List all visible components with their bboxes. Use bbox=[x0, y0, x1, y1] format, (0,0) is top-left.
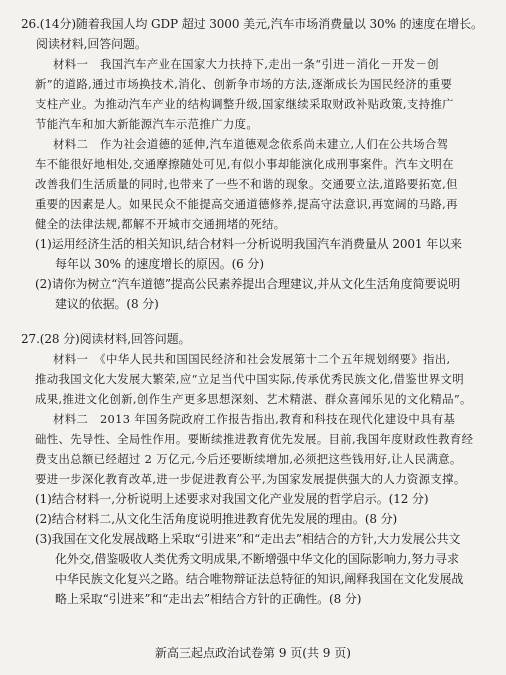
sub-question-line: (2)请你为树立“汽车道德”提高公民素养提出合理建议,并从文化生活角度简要说明 bbox=[35, 277, 461, 291]
sub-question-line: 化外交,借鉴吸收人类优秀文明成果,不断增强中华文化的国际影响力,努力寻求 bbox=[55, 552, 459, 566]
sub-question-line: 略上采取“引进来”和“走出去”相结合方针的正确性。(8 分) bbox=[55, 592, 362, 606]
material-line: 改善我们生活质量的同时,也带来了一些不和谐的现象。交通要立法,道路要拓宽,但 bbox=[35, 177, 458, 191]
sub-question-line: (1)运用经济生活的相关知识,结合材料一分析说明我国汽车消费量从 2001 年以来 bbox=[35, 237, 462, 251]
material-line: 费支出总额已经超过 2 万亿元,今后还要断续增加,必须把这些钱用好,让人民满意。 bbox=[35, 452, 462, 466]
material-line: 推动我国文化大发展大繁荣,应“立足当代中国实际,传承优秀民族文化,借鉴世界文明 bbox=[35, 372, 465, 386]
sub-question-line: 每年以 30% 的速度增长的原因。(6 分) bbox=[55, 257, 264, 271]
material-line: 材料一 我国汽车产业在国家大力扶持下,走出一条“引进－消化－开发－创 bbox=[53, 57, 439, 71]
material-line: 要进一步深化教育改革,进一步促进教育公平,为国家发展提供强大的人力资源支撑。 bbox=[35, 472, 466, 486]
material-line: 重要的因素是人。如果民众不能提高交通道德修养,提高守法意识,再宽阔的马路,再 bbox=[35, 197, 458, 211]
question-27-header: 27.(28 分)阅读材料,回答问题。 bbox=[21, 332, 191, 346]
question-26-header: 26.(14分)随着我国人均 GDP 超过 3000 美元,汽车市场消费量以 30% 的速度在增长。 bbox=[21, 17, 483, 31]
question-27-sub-1: (1)结合材料一,分析说明上述要求对我国文化产业发展的哲学启示。(12 分) bbox=[35, 492, 429, 506]
page-footer: 新高三起点政治试卷第 9 页(共 9 页) bbox=[155, 646, 351, 660]
material-line: 健全的法律法规,都解不开城市交通拥堵的死结。 bbox=[35, 217, 286, 231]
material-line: 新”的道路,通过市场换技术,消化、创新争市场的方法,逐渐成长为国民经济的重要 bbox=[35, 77, 453, 91]
material-line: 车不能很好地相处,交通摩擦随处可见,有似小事却能演化成刑事案件。汽车文明在 bbox=[35, 157, 454, 171]
material-line: 材料二 2013 年国务院政府工作报告指出,教育和科技在现代化建设中具有基 bbox=[53, 412, 456, 426]
sub-question-line: (3)我国在文化发展战略上采取“引进来”和“走出去”相结合的方针,大力发展公共文 bbox=[35, 532, 461, 546]
material-line: 节能汽车和加大新能源汽车示范推广力度。 bbox=[35, 117, 259, 131]
question-27-sub-2: (2)结合材料二,从文化生活角度说明推进教育优先发展的理由。(8 分) bbox=[35, 512, 398, 526]
material-line: 材料一 《中华人民共和国国民经济和社会发展第十二个五年规划纲要》指出, bbox=[53, 352, 451, 366]
material-line: 材料二 作为社会道德的延伸,汽车道德观念依系尚未建立,人们在公共场合驾 bbox=[53, 137, 449, 151]
material-line: 成果,推进文化创新,创作生产更多思想深刻、艺术精湛、群众喜闻乐见的文化精品”。 bbox=[35, 392, 472, 406]
material-line: 础性、先导性、全局性作用。要断续推进教育优先发展。目前,我国年度财政性教育经 bbox=[35, 432, 474, 446]
material-line: 支柱产业。为推动汽车产业的结构调整升级,国家继续采取财政补贴政策,支持推广 bbox=[35, 97, 454, 111]
sub-question-line: 建议的依据。(8 分) bbox=[55, 297, 159, 311]
question-26-instruction: 阅读材料,回答问题。 bbox=[36, 37, 147, 51]
sub-question-line: 中华民族文化复兴之路。结合唯物辩证法总特征的知识,阐释我国在文化发展战 bbox=[55, 572, 464, 586]
